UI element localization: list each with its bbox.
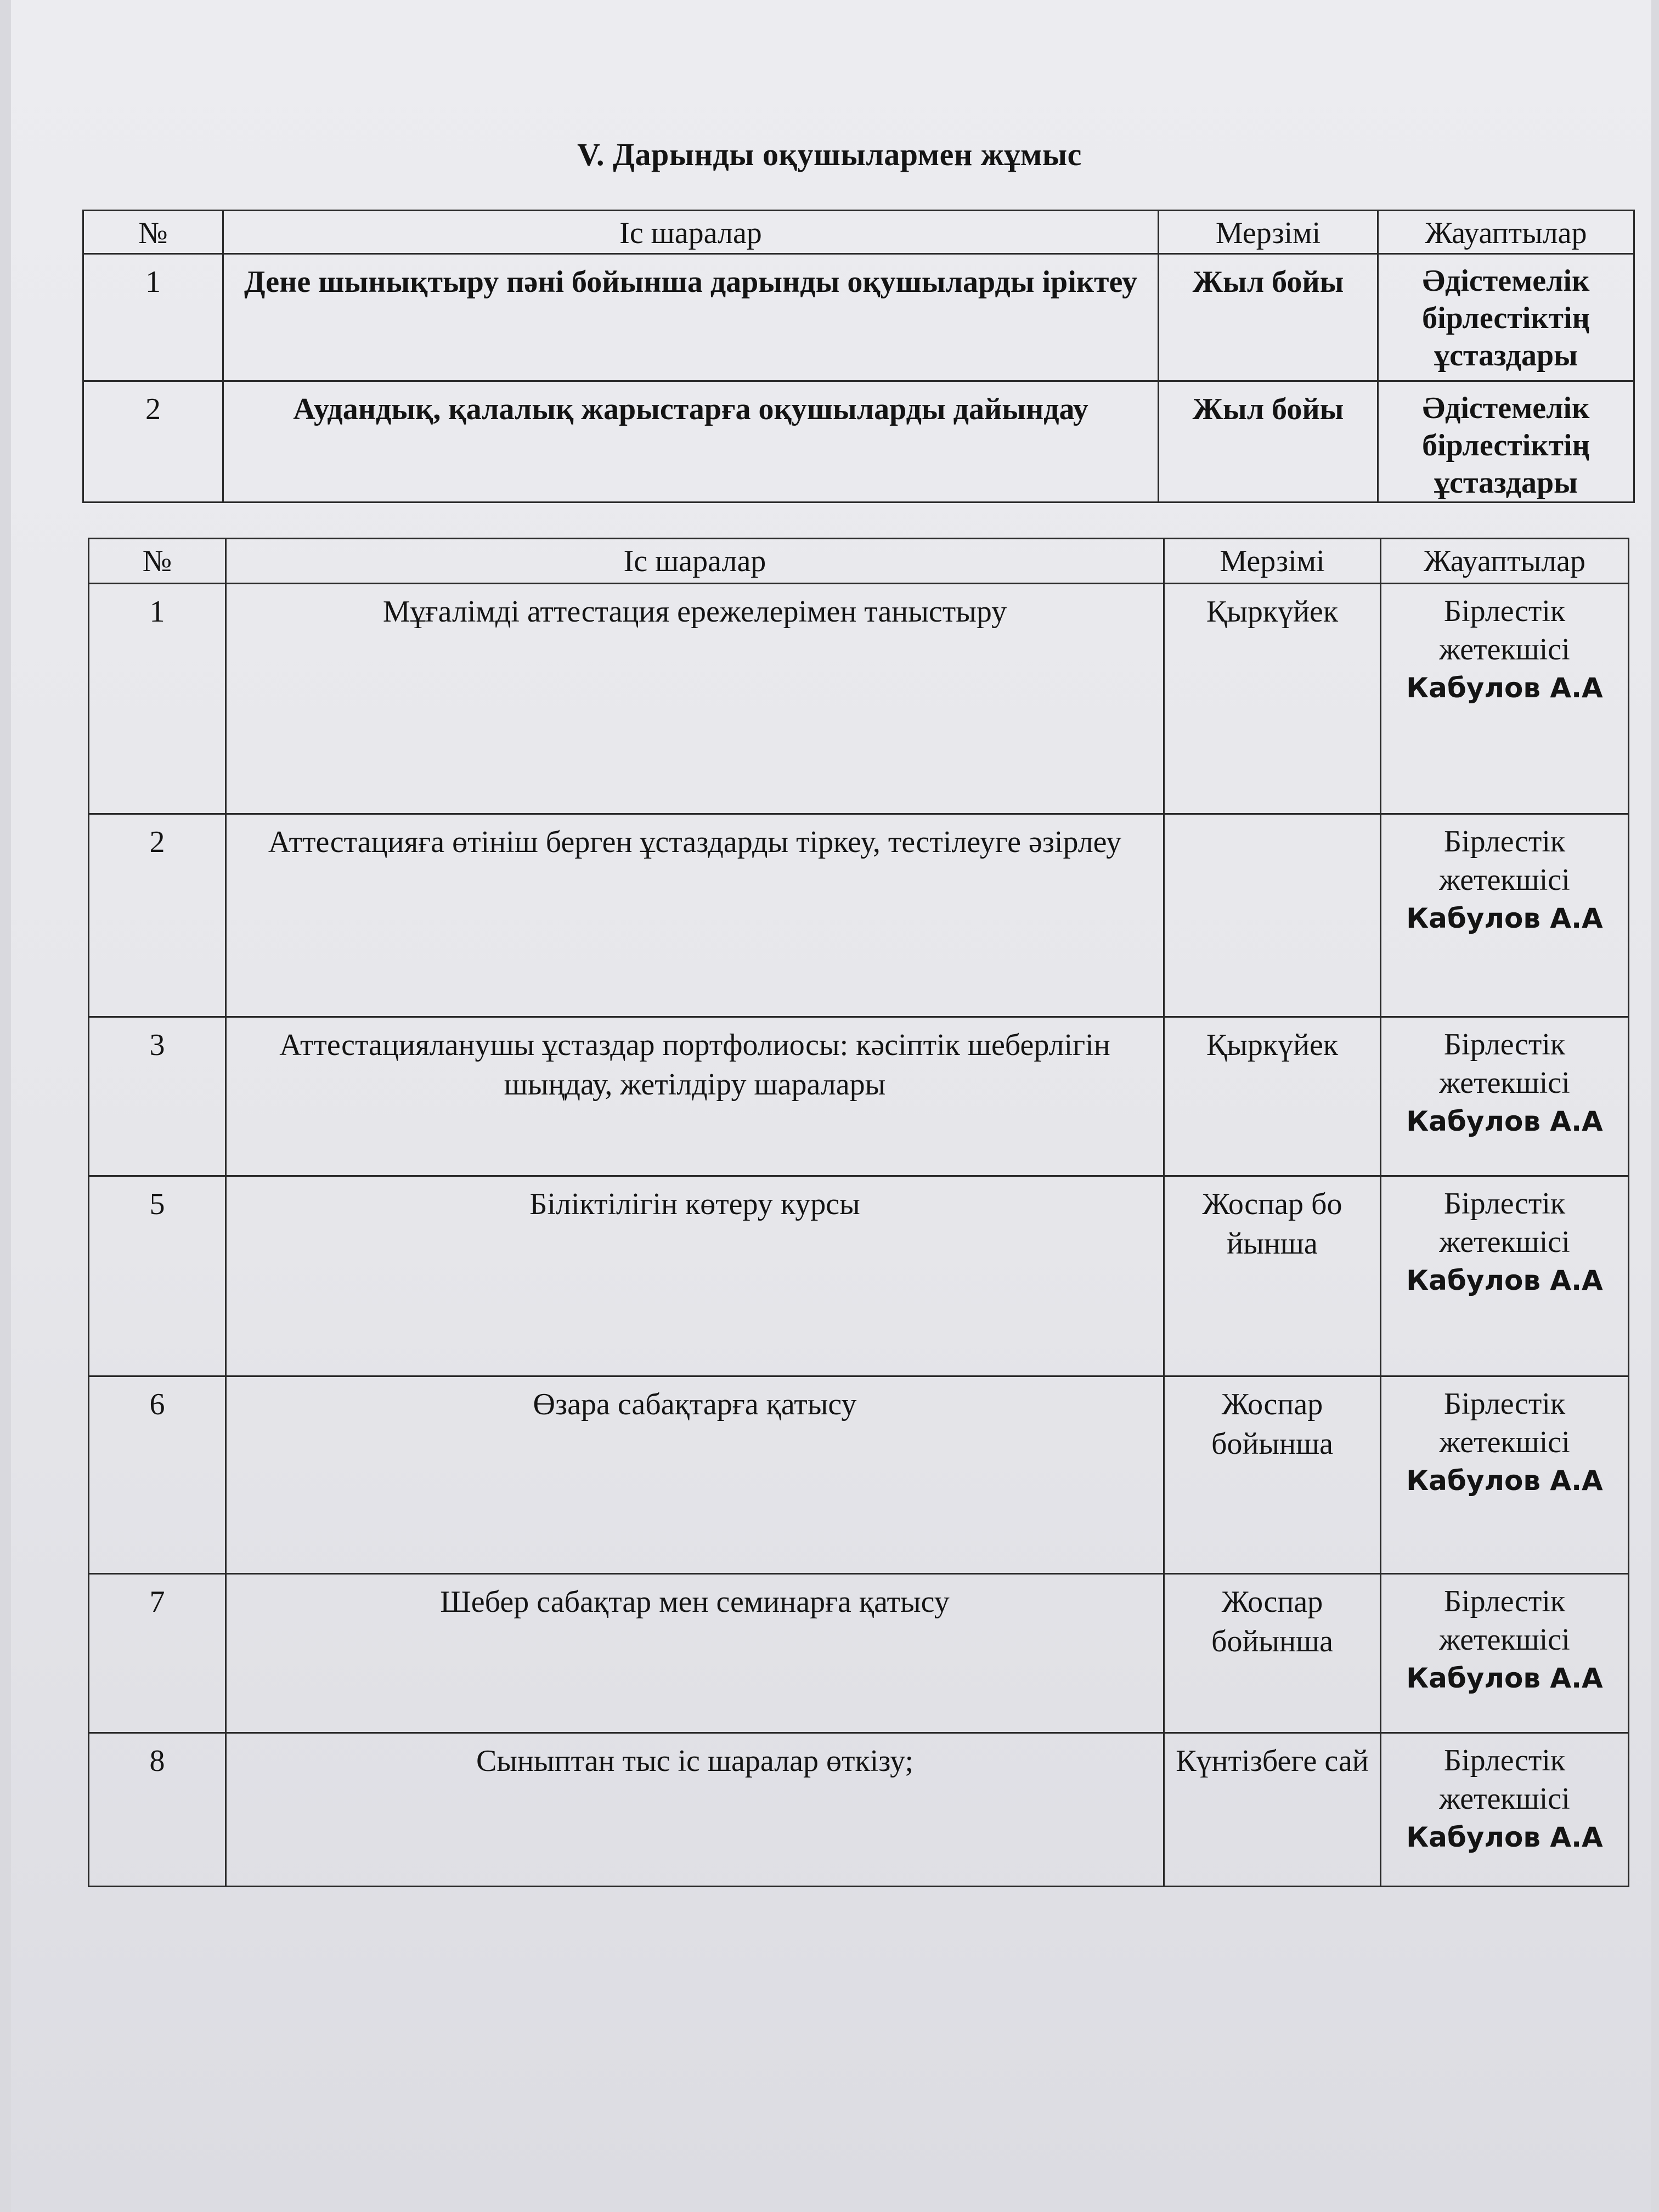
header-deadline: Мерзімі (1159, 211, 1378, 254)
responsible-role: Бірлестік жетекшісі (1439, 594, 1570, 667)
row-deadline: Күнтізбеге сай (1164, 1733, 1381, 1887)
row-responsible (1381, 1574, 1629, 1733)
responsible-name: Кабулов А.А (1406, 902, 1603, 934)
table-row (89, 1017, 1629, 1176)
responsible-role: Бірлестік жетекшісі (1439, 1387, 1570, 1459)
table-header-row (89, 539, 1629, 584)
row-responsible (1381, 1176, 1629, 1376)
row-responsible (1381, 1733, 1629, 1887)
row-number: 6 (89, 1376, 226, 1574)
row-responsible (1381, 1376, 1629, 1574)
header-responsible: Жауаптылар (1381, 539, 1629, 584)
row-activity: Дене шынықтыру пәні бойынша дарынды оқушыларды іріктеу (223, 254, 1159, 381)
row-activity: Аттестацияға өтініш берген ұстаздарды тіркеу, тестілеуге әзірлеу (226, 814, 1164, 1017)
row-responsible: Әдістемелік бірлестіктің ұстаздары (1378, 381, 1634, 503)
header-number: № (89, 539, 226, 584)
row-activity: Біліктілігін көтеру курсы (226, 1176, 1164, 1376)
row-activity: Аттестацияланушы ұстаздар портфолиосы: кәсіптік шеберлігін шыңдау, жетілдіру шаралары (226, 1017, 1164, 1176)
table-row (89, 1574, 1629, 1733)
header-activities: Іс шаралар (223, 211, 1159, 254)
row-deadline: Қыркүйек (1164, 1017, 1381, 1176)
table-row (89, 1733, 1629, 1887)
row-number: 2 (89, 814, 226, 1017)
row-number: 2 (83, 381, 223, 503)
responsible-name: Кабулов А.А (1406, 1265, 1603, 1296)
row-number: 5 (89, 1176, 226, 1376)
section-title: V. Дарынды оқушылармен жұмыс (577, 137, 1082, 172)
row-responsible: Әдістемелік бірлестіктің ұстаздары (1378, 254, 1634, 381)
row-responsible (1381, 814, 1629, 1017)
header-deadline: Мерзімі (1164, 539, 1381, 584)
header-responsible: Жауаптылар (1378, 211, 1634, 254)
row-activity: Сыныптан тыс іс шаралар өткізу; (226, 1733, 1164, 1887)
table-row (83, 254, 1634, 381)
row-deadline: Жоспар бо йынша (1164, 1176, 1381, 1376)
attestation-table (88, 538, 1629, 1887)
row-number: 3 (89, 1017, 226, 1176)
row-deadline: Жыл бойы (1159, 381, 1378, 503)
row-deadline: Жоспар бойынша (1164, 1574, 1381, 1733)
responsible-role: Бірлестік жетекшісі (1439, 1028, 1570, 1100)
row-number: 8 (89, 1733, 226, 1887)
responsible-name: Кабулов А.А (1406, 672, 1603, 704)
row-responsible (1381, 1017, 1629, 1176)
responsible-name: Кабулов А.А (1406, 1465, 1603, 1497)
header-activities: Іс шаралар (226, 539, 1164, 584)
table-row (89, 814, 1629, 1017)
table-row (83, 381, 1634, 503)
row-activity: Аудандық, қалалық жарыстарға оқушыларды дайындау (223, 381, 1159, 503)
responsible-role: Бірлестік жетекшісі (1439, 1584, 1570, 1657)
row-activity: Өзара сабақтарға қатысу (226, 1376, 1164, 1574)
table-row (89, 584, 1629, 814)
row-number: 7 (89, 1574, 226, 1733)
responsible-name: Кабулов А.А (1406, 1821, 1603, 1853)
row-activity: Шебер сабақтар мен семинарға қатысу (226, 1574, 1164, 1733)
table-row (89, 1376, 1629, 1574)
row-deadline: Жоспар бойынша (1164, 1376, 1381, 1574)
row-activity: Мұғалімді аттестация ережелерімен таныстыру (226, 584, 1164, 814)
row-number: 1 (89, 584, 226, 814)
responsible-role: Бірлестік жетекшісі (1439, 1743, 1570, 1816)
gifted-students-table (82, 210, 1635, 503)
responsible-role: Бірлестік жетекшісі (1439, 825, 1570, 897)
row-deadline (1164, 814, 1381, 1017)
table-row (89, 1176, 1629, 1376)
row-responsible (1381, 584, 1629, 814)
row-deadline: Жыл бойы (1159, 254, 1378, 381)
header-number: № (83, 211, 223, 254)
responsible-name: Кабулов А.А (1406, 1105, 1603, 1137)
row-number: 1 (83, 254, 223, 381)
row-deadline: Қыркүйек (1164, 584, 1381, 814)
responsible-role: Бірлестік жетекшісі (1439, 1187, 1570, 1259)
table-header-row (83, 211, 1634, 254)
responsible-name: Кабулов А.А (1406, 1662, 1603, 1694)
